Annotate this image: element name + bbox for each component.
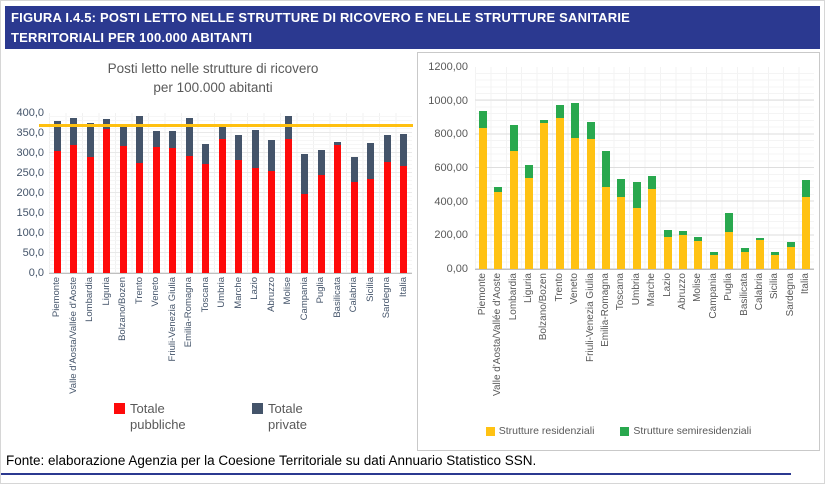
- bar-segment: [556, 105, 564, 118]
- legend-swatch: [486, 427, 495, 436]
- source-note: Fonte: elaborazione Agenzia per la Coesione Territoriale su dati Annuario Statistico SSN.: [6, 453, 537, 468]
- x-axis-label: Campania: [707, 273, 719, 319]
- x-axis-label: Campania: [298, 277, 310, 321]
- y-axis-tick-label: 100,0: [16, 227, 44, 239]
- bar-segment: [70, 145, 77, 273]
- chart-title-line: Posti letto nelle strutture di ricovero: [107, 61, 319, 76]
- bar-segment: [525, 165, 533, 178]
- x-axis-label: Abruzzo: [265, 277, 277, 312]
- y-axis-tick-label: 400,00: [434, 195, 468, 208]
- x-axis-label: Bolzano/Bozen: [538, 273, 550, 341]
- bar-segment: [400, 134, 407, 166]
- bar-segment: [617, 179, 625, 197]
- bar-segment: [771, 255, 779, 269]
- legend-label: Strutture residenziali: [498, 425, 595, 437]
- chart-territoriali-legend: [418, 425, 819, 437]
- reference-line: [39, 124, 413, 127]
- bar-segment: [136, 163, 143, 273]
- x-axis-label: Trento: [133, 277, 145, 305]
- bar-segment: [367, 179, 374, 273]
- bar-segment: [87, 157, 94, 273]
- y-axis-tick-label: 250,0: [16, 167, 44, 179]
- y-axis-tick-label: 350,0: [16, 127, 44, 139]
- bar-segment: [136, 116, 143, 163]
- bar-segment: [479, 128, 487, 269]
- x-axis-label: Marche: [646, 273, 658, 307]
- bar-segment: [318, 175, 325, 273]
- bar-segment: [694, 241, 702, 269]
- x-axis-label: Veneto: [150, 277, 162, 307]
- bar-segment: [587, 122, 595, 140]
- bar-segment: [268, 171, 275, 273]
- x-axis-label: Lazio: [661, 273, 673, 297]
- bar-segment: [633, 208, 641, 269]
- y-axis-tick-label: 150,0: [16, 207, 44, 219]
- bar-segment: [494, 187, 502, 192]
- x-axis-label: Piemonte: [51, 277, 63, 318]
- chart-ricovero-title: [9, 60, 417, 98]
- legend-swatch: [114, 403, 125, 414]
- bar-segment: [525, 178, 533, 269]
- y-axis-tick-label: 50,0: [22, 247, 44, 259]
- x-axis-label: Marche: [232, 277, 244, 309]
- y-axis-tick-label: 200,00: [434, 229, 468, 242]
- x-axis-label: Valle d'Aosta/Vallée d'Aoste: [67, 277, 79, 394]
- bar-segment: [648, 189, 656, 269]
- bar-segment: [367, 143, 374, 180]
- x-axis-label: Sicilia: [364, 277, 376, 302]
- legend-item: [486, 425, 595, 437]
- x-axis-label: Sardegna: [381, 277, 393, 319]
- legend-label: Strutture semiresidenziali: [633, 425, 752, 437]
- y-axis-tick-label: 0,0: [28, 267, 44, 279]
- bar-segment: [694, 237, 702, 241]
- legend-item: [252, 401, 332, 434]
- legend-label: Totale pubbliche: [130, 401, 186, 433]
- bar-segment: [301, 154, 308, 194]
- y-axis-tick-label: 1200,00: [428, 61, 468, 73]
- x-axis-label: Friuli-Venezia Giulia: [166, 277, 178, 362]
- chart-ricovero-legend: [59, 401, 387, 434]
- bar-segment: [741, 252, 749, 269]
- x-axis-label: Calabria: [754, 273, 766, 311]
- figure-title-line1: FIGURA I.4.5: POSTI LETTO NELLE STRUTTURE DI RICOVERO E NELLE STRUTTURE SANITARIE: [11, 10, 631, 25]
- bar-segment: [571, 138, 579, 269]
- bar-segment: [510, 151, 518, 269]
- bar-segment: [235, 135, 242, 159]
- chart-ricovero-plot-area: [49, 113, 412, 274]
- x-axis-label: Bolzano/Bozen: [117, 277, 129, 341]
- bar-segment: [219, 126, 226, 140]
- bar-segment: [540, 120, 548, 123]
- x-axis-label: Molise: [282, 277, 294, 305]
- bar-segment: [285, 116, 292, 139]
- bar-segment: [802, 197, 810, 269]
- chart-territoriali: [417, 52, 820, 451]
- x-axis-label: Lombardia: [507, 273, 519, 321]
- y-axis-tick-label: 200,0: [16, 187, 44, 199]
- bar-segment: [103, 129, 110, 273]
- bar-segment: [70, 118, 77, 145]
- bar-segment: [186, 156, 193, 273]
- x-axis-label: Toscana: [615, 273, 627, 311]
- x-axis-label: Valle d'Aosta/Vallée d'Aoste: [492, 273, 504, 396]
- legend-item: [114, 401, 194, 434]
- x-axis-label: Puglia: [723, 273, 735, 301]
- chart-title-line: per 100.000 abitanti: [153, 79, 273, 95]
- bar-segment: [741, 248, 749, 252]
- x-axis-label: Italia: [397, 277, 409, 298]
- bar-segment: [202, 144, 209, 164]
- bar-segment: [756, 238, 764, 240]
- bar-segment: [153, 131, 160, 147]
- x-axis-label: Sardegna: [784, 273, 796, 317]
- bar-segment: [494, 192, 502, 269]
- bar-segment: [268, 140, 275, 171]
- bar-segment: [285, 139, 292, 273]
- x-axis-label: Molise: [692, 273, 704, 302]
- bottom-rule: [1, 473, 791, 475]
- bar-segment: [384, 162, 391, 273]
- bar-segment: [153, 147, 160, 273]
- x-axis-label: Trento: [553, 273, 565, 302]
- bar-segment: [235, 160, 242, 273]
- y-axis-tick-label: 400,0: [16, 107, 44, 119]
- x-axis-label: Lazio: [249, 277, 261, 300]
- figure-title-bar: [5, 6, 820, 49]
- x-axis-label: Calabria: [348, 277, 360, 313]
- bar-segment: [334, 145, 341, 273]
- bar-segment: [787, 247, 795, 269]
- legend-item: [620, 425, 751, 437]
- bar-segment: [648, 176, 656, 188]
- bar-segment: [587, 139, 595, 269]
- bar-segment: [602, 187, 610, 269]
- bar-segment: [679, 231, 687, 235]
- bar-segment: [664, 237, 672, 269]
- bar-segment: [633, 182, 641, 208]
- bar-segment: [725, 232, 733, 269]
- bar-segment: [602, 151, 610, 186]
- legend-swatch: [620, 427, 629, 436]
- x-axis-label: Basilicata: [738, 273, 750, 316]
- x-axis-label: Liguria: [100, 277, 112, 306]
- bar-segment: [252, 168, 259, 273]
- y-axis-tick-label: 300,0: [16, 147, 44, 159]
- bar-segment: [679, 235, 687, 269]
- x-axis-label: Basilicata: [331, 277, 343, 318]
- x-axis-label: Sicilia: [769, 273, 781, 300]
- chart-territoriali-plot-area: [475, 67, 814, 270]
- x-axis-label: Puglia: [315, 277, 327, 304]
- bar-segment: [202, 164, 209, 273]
- bar-segment: [756, 240, 764, 269]
- y-axis-tick-label: 1000,00: [428, 94, 468, 107]
- bar-segment: [617, 197, 625, 269]
- bar-segment: [556, 118, 564, 269]
- chart-ricovero: [9, 55, 417, 447]
- legend-swatch: [252, 403, 263, 414]
- bar-segment: [169, 148, 176, 273]
- bar-segment: [510, 125, 518, 151]
- bar-segment: [710, 252, 718, 255]
- bar-segment: [54, 151, 61, 273]
- y-axis-tick-label: 600,00: [434, 162, 468, 174]
- x-axis-label: Liguria: [522, 273, 534, 304]
- bar-segment: [301, 194, 308, 273]
- bar-segment: [384, 135, 391, 161]
- legend-label: Totale private: [268, 401, 308, 433]
- bar-segment: [120, 125, 127, 146]
- bar-segment: [334, 142, 341, 145]
- x-axis-label: Veneto: [569, 273, 581, 305]
- bar-segment: [710, 255, 718, 269]
- bar-segment: [87, 123, 94, 156]
- bar-segment: [120, 146, 127, 273]
- x-axis-label: Italia: [800, 273, 812, 295]
- bar-segment: [571, 103, 579, 138]
- bar-segment: [540, 123, 548, 269]
- x-axis-label: Toscana: [199, 277, 211, 313]
- bar-segment: [787, 242, 795, 248]
- x-axis-label: Friuli-Venezia Giulia: [584, 273, 596, 362]
- x-axis-label: Piemonte: [476, 273, 488, 316]
- bar-segment: [771, 252, 779, 255]
- bar-segment: [318, 150, 325, 175]
- bar-segment: [802, 180, 810, 197]
- bar-segment: [664, 230, 672, 237]
- bar-segment: [479, 111, 487, 128]
- y-axis-tick-label: 800,00: [434, 128, 468, 141]
- bar-segment: [725, 213, 733, 231]
- x-axis-label: Emilia-Romagna: [183, 277, 195, 348]
- x-axis-label: Abruzzo: [677, 273, 689, 310]
- bar-segment: [351, 157, 358, 182]
- x-axis-label: Emilia-Romagna: [599, 273, 611, 347]
- x-axis-label: Lombardia: [84, 277, 96, 322]
- x-axis-label: Umbria: [630, 273, 642, 306]
- bar-segment: [169, 131, 176, 148]
- bar-segment: [351, 182, 358, 273]
- bar-segment: [219, 139, 226, 273]
- bar-segment: [252, 130, 259, 168]
- x-axis-label: Umbria: [216, 277, 228, 308]
- y-axis-tick-label: 0,00: [446, 263, 468, 275]
- bar-segment: [400, 166, 407, 273]
- figure-title-line2: TERRITORIALI PER 100.000 ABITANTI: [11, 29, 253, 45]
